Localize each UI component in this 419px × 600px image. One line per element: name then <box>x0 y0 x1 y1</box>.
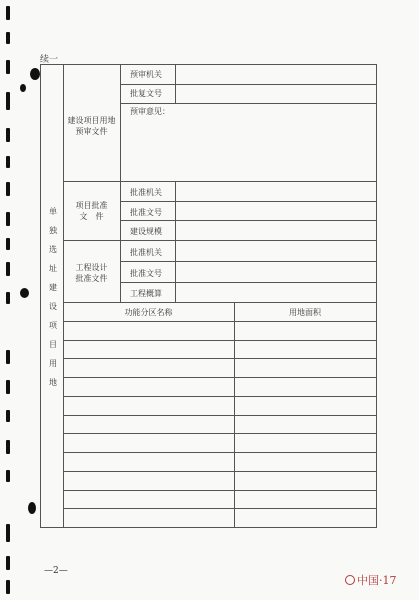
table-row <box>64 378 376 395</box>
side-label-char: 选 <box>49 245 57 254</box>
field-label: 批准机关 <box>130 248 162 257</box>
table-row <box>64 322 376 339</box>
land-area-cell[interactable] <box>235 434 376 451</box>
field-label: 工程概算 <box>130 289 162 298</box>
table-row <box>64 472 376 489</box>
side-label-char: 独 <box>49 226 57 235</box>
watermark: 中国·17 <box>345 572 397 588</box>
punch-hole <box>20 288 29 298</box>
group-label: 批准文件 <box>75 274 108 283</box>
binding-mark <box>6 238 10 250</box>
side-label-char: 用 <box>49 359 57 368</box>
binding-mark <box>6 440 10 454</box>
field-label: 批准文号 <box>130 269 162 278</box>
side-label-char: 项 <box>49 321 57 330</box>
table-row <box>64 509 376 526</box>
zone-name-cell[interactable] <box>64 341 233 358</box>
side-label-char: 设 <box>49 302 57 311</box>
binding-mark <box>6 182 10 196</box>
binding-mark <box>6 350 10 364</box>
zone-name-cell[interactable] <box>64 491 233 508</box>
page-number: —2— <box>44 566 68 576</box>
field-value[interactable] <box>176 241 376 260</box>
punch-hole <box>20 84 26 92</box>
table-row <box>64 491 376 508</box>
zone-name-cell[interactable] <box>64 453 233 470</box>
binding-mark <box>6 212 10 226</box>
group-label: 建设项目用地 <box>67 116 116 125</box>
land-area-cell[interactable] <box>235 359 376 376</box>
binding-mark <box>6 128 10 142</box>
binding-mark <box>6 156 10 168</box>
zone-name-cell[interactable] <box>64 359 233 376</box>
continued-label: 续一 <box>40 55 59 65</box>
binding-mark <box>6 556 10 570</box>
land-area-cell[interactable] <box>235 397 376 414</box>
zone-name-cell[interactable] <box>64 509 233 526</box>
side-label-char: 址 <box>49 264 57 273</box>
field-label: 建设规模 <box>130 227 162 236</box>
field-value[interactable] <box>176 65 376 83</box>
field-value[interactable] <box>176 182 376 200</box>
binding-mark <box>6 580 10 594</box>
field-value[interactable] <box>176 262 376 281</box>
table-row <box>64 359 376 376</box>
group-label: 工程设计 <box>75 263 108 272</box>
zone-name-cell[interactable] <box>64 322 233 339</box>
land-area-cell[interactable] <box>235 378 376 395</box>
zone-name-cell[interactable] <box>64 397 233 414</box>
field-label: 预审机关 <box>130 70 162 79</box>
side-label-char: 单 <box>49 207 57 216</box>
field-label: 批复文号 <box>130 89 162 98</box>
field-label: 批准文号 <box>130 208 162 217</box>
punch-hole <box>28 502 36 514</box>
binding-mark <box>6 524 10 542</box>
land-area-cell[interactable] <box>235 322 376 339</box>
side-label-char: 目 <box>49 340 57 349</box>
field-value[interactable] <box>176 283 376 301</box>
field-value[interactable] <box>176 221 376 239</box>
binding-mark <box>6 292 10 304</box>
zone-name-cell[interactable] <box>64 472 233 489</box>
table-row <box>64 341 376 358</box>
binding-mark <box>6 410 10 422</box>
group-label: 文 件 <box>79 212 104 221</box>
zone-name-cell[interactable] <box>64 416 233 433</box>
side-label-char: 建 <box>49 283 57 292</box>
field-label: 批准机关 <box>130 188 162 197</box>
land-area-cell[interactable] <box>235 491 376 508</box>
binding-mark <box>6 6 10 20</box>
side-label-char: 地 <box>49 378 57 387</box>
land-area-cell[interactable] <box>235 472 376 489</box>
opinion-label: 预审意见： <box>130 107 170 116</box>
table-row <box>64 453 376 470</box>
table-row <box>64 397 376 414</box>
binding-mark <box>6 470 10 482</box>
land-area-cell[interactable] <box>235 341 376 358</box>
land-area-cell[interactable] <box>235 416 376 433</box>
field-value[interactable] <box>176 85 376 102</box>
zone-name-cell[interactable] <box>64 434 233 451</box>
land-area-cell[interactable] <box>235 509 376 526</box>
group-label: 预审文件 <box>75 127 108 136</box>
binding-mark <box>6 60 10 74</box>
binding-mark <box>6 380 10 394</box>
group-label: 项目批准 <box>75 201 108 210</box>
table-row <box>64 434 376 451</box>
column-header: 用地面积 <box>289 308 321 317</box>
binding-mark <box>6 92 10 110</box>
punch-hole <box>30 68 40 80</box>
binding-mark <box>6 262 10 276</box>
table-row <box>64 416 376 433</box>
field-value[interactable] <box>176 202 376 219</box>
column-header: 功能分区名称 <box>124 308 173 317</box>
land-area-cell[interactable] <box>235 453 376 470</box>
opinion-area[interactable] <box>121 104 376 180</box>
binding-mark <box>6 32 10 44</box>
zone-name-cell[interactable] <box>64 378 233 395</box>
